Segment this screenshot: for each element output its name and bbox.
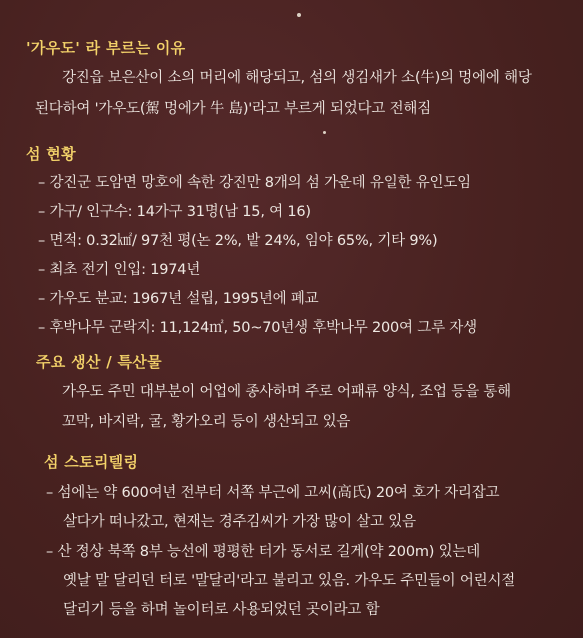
text-line: – 면적: 0.32㎢/ 97천 평(논 2%, 밭 24%, 임야 65%, 기타 9%)	[38, 233, 438, 249]
text-line: – 최초 전기 인입: 1974년	[38, 262, 201, 278]
text-line: – 산 정상 북쪽 8부 능선에 평평한 터가 동서로 길게(약 200m) 있는데	[46, 544, 481, 560]
text-line: 된다하여 '가우도(駕 멍에가 牛 島)'라고 부르게 되었다고 전해짐	[35, 101, 432, 117]
text-line: – 강진군 도암면 망호에 속한 강진만 8개의 섬 가운데 유일한 유인도임	[38, 175, 471, 191]
text-line: – 가우도 분교: 1967년 설립, 1995년에 폐교	[38, 291, 319, 307]
text-line: – 후박나무 군락지: 11,124㎡, 50~70년생 후박나무 200여 그루 자생	[38, 320, 477, 336]
text-line: 살다가 떠나갔고, 현재는 경주김씨가 가장 많이 살고 있음	[63, 514, 416, 530]
text-line: 꼬막, 바지락, 굴, 황가오리 등이 생산되고 있음	[62, 414, 351, 430]
text-line: 강진읍 보은산이 소의 머리에 해당되고, 섬의 생김새가 소(牛)의 멍에에 해당	[62, 70, 532, 86]
section-title-products: 주요 생산 / 특산물	[36, 353, 162, 371]
text-line: – 가구/ 인구수: 14가구 31명(남 15, 여 16)	[38, 204, 311, 220]
section-title-storytelling: 섬 스토리텔링	[44, 453, 139, 471]
speck	[297, 13, 301, 17]
text-line: 가우도 주민 대부분이 어업에 종사하며 주로 어패류 양식, 조업 등을 통해	[62, 384, 511, 400]
text-line: 옛날 말 달리던 터로 '말달리'라고 불리고 있음. 가우도 주민들이 어린시절	[63, 573, 516, 589]
section-title-reason: '가우도' 라 부르는 이유	[26, 39, 186, 57]
text-line: 달리기 등을 하며 놀이터로 사용되었던 곳이라고 함	[63, 602, 380, 618]
section-title-status: 섬 현황	[26, 145, 76, 163]
text-line: – 섬에는 약 600여년 전부터 서쪽 부근에 고씨(高氏) 20여 호가 자리잡고	[46, 485, 500, 501]
speck	[323, 131, 326, 134]
